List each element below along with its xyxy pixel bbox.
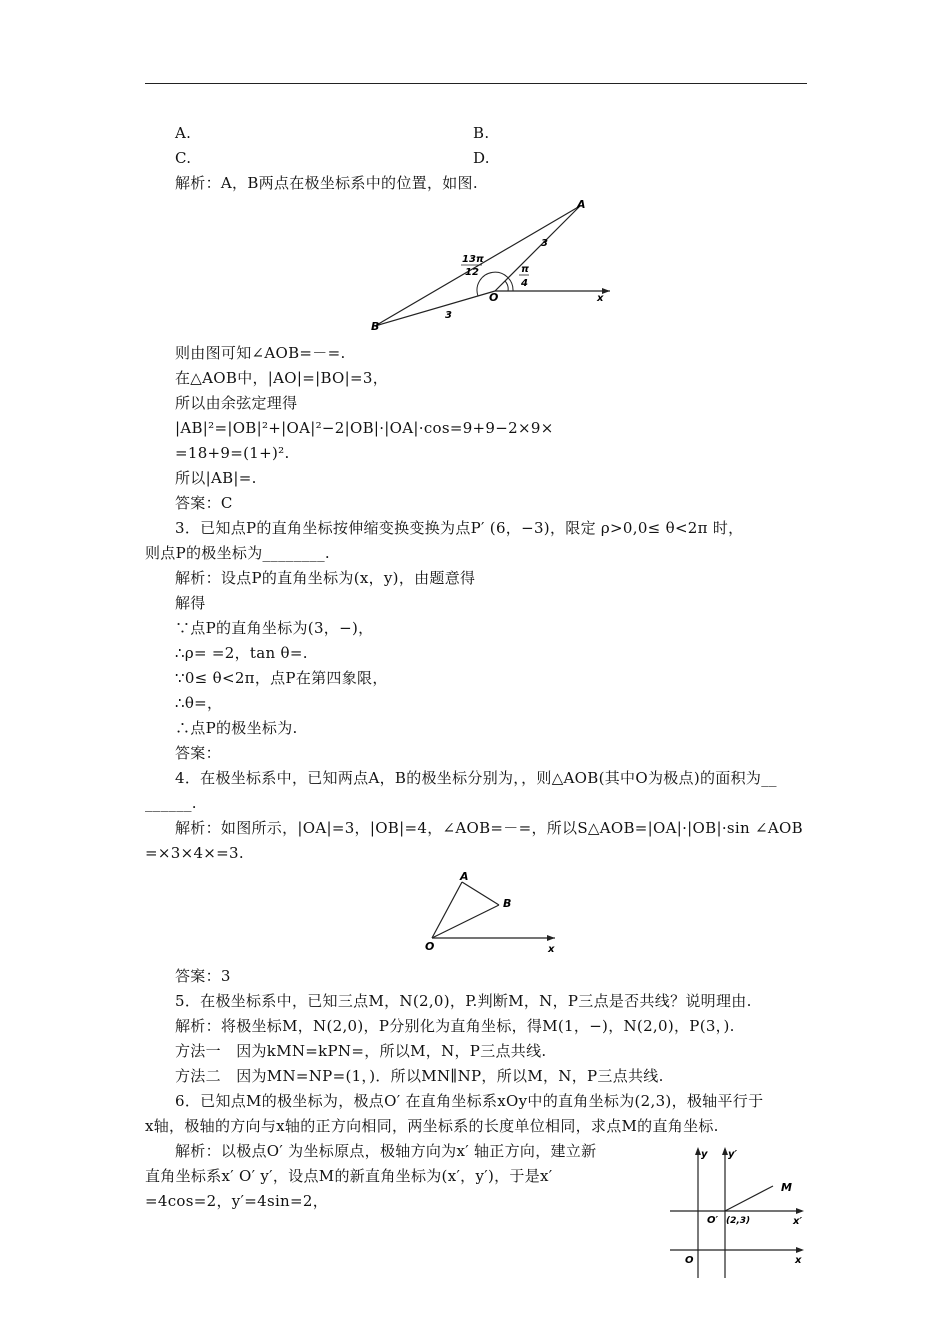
label-a: A <box>460 870 469 883</box>
axis-arrow <box>547 935 555 941</box>
label-point: (2,3) <box>726 1216 751 1226</box>
line-ab <box>462 882 499 905</box>
text-line: 直角坐标系x′ O′ y′，设点M的新直角坐标为(x′，y′)，于是x′ <box>145 1167 553 1185</box>
text-line: =18+9=(1+)². <box>175 444 290 462</box>
question-6: 6．已知点M的极坐标为，极点O′ 在直角坐标系xOy中的直角坐标为(2,3)，极轴平行于 <box>175 1092 764 1110</box>
option-d: D. <box>473 149 490 167</box>
analysis-line: 解析：A，B两点在极坐标系中的位置，如图. <box>175 174 478 192</box>
text-line: ∵0≤ θ<2π，点P在第四象限， <box>175 669 388 687</box>
label-o: O <box>425 940 435 953</box>
answer-line: 答案：3 <box>175 967 231 985</box>
label-a: A <box>577 198 586 211</box>
question-3: 3．已知点P的直角坐标按伸缩变换变换为点P′ (6，−3)，限定 ρ>0,0≤ θ<2π 时， <box>175 519 744 537</box>
label-y-prime: y′ <box>728 1149 738 1160</box>
text-line: 解析：以极点O′ 为坐标原点，极轴方向为x′ 轴正方向，建立新 <box>175 1142 597 1160</box>
pi-over-4-numerator: π <box>521 264 529 275</box>
label-b: B <box>371 320 380 333</box>
label-x-prime: x′ <box>793 1216 803 1227</box>
text-line: =4cos=2，y′=4sin=2， <box>145 1192 329 1210</box>
answer-line: 答案： <box>175 744 221 762</box>
length-oa: 3 <box>541 238 548 249</box>
x-prime-arrow <box>796 1208 804 1214</box>
line-bo <box>375 291 495 326</box>
x-arrow <box>796 1247 804 1253</box>
text-line: ∴点P的极坐标为. <box>175 719 298 737</box>
line-ba <box>375 206 580 326</box>
figure-triangle-aob-polar <box>365 198 625 336</box>
label-x: x <box>597 293 604 304</box>
text-line: =×3×4×=3. <box>145 844 244 862</box>
answer-line: 答案：C <box>175 494 233 512</box>
option-a: A. <box>175 124 192 142</box>
length-ob: 3 <box>445 310 452 321</box>
angle-arc-pi4 <box>505 281 508 291</box>
line-ob <box>432 905 499 938</box>
text-line: 解析：如图所示，|OA|=3，|OB|=4，∠AOB=－=，所以S△AOB=|OA|·|OB|·sin ∠AOB <box>175 819 803 837</box>
line-o-prime-m <box>725 1186 773 1211</box>
label-x: x <box>548 944 555 955</box>
text-line: |AB|²=|OB|²+|OA|²−2|OB|·|OA|·cos=9+9−2×9× <box>175 419 554 437</box>
text-line: ∴θ=， <box>175 694 223 712</box>
angle-label-numerator: 13π <box>462 254 484 265</box>
question-4: 4．在极坐标系中，已知两点A，B的极坐标分别为，，则△AOB(其中O为极点)的面积为__ <box>175 769 777 787</box>
text-line: 则由图可知∠AOB=－=. <box>175 344 346 362</box>
text-line: 在△AOB中，|AO|=|BO|=3， <box>175 369 389 387</box>
text-line: 方法二 因为MN=NP=(1，)．所以MN∥NP，所以M，N，P三点共线. <box>175 1067 664 1085</box>
label-y: y <box>701 1149 708 1160</box>
pi-over-4-denominator: 4 <box>521 278 528 289</box>
question-6-cont: x轴，极轴的方向与x轴的正方向相同，两坐标系的长度单位相同，求点M的直角坐标. <box>145 1117 719 1135</box>
option-b: B. <box>473 124 490 142</box>
header-rule <box>145 83 807 84</box>
label-o-prime: O′ <box>707 1215 719 1226</box>
text-line: ∴ρ= =2，tan θ=. <box>175 644 308 662</box>
label-o: O <box>685 1255 694 1266</box>
question-3-cont: 则点P的极坐标为________. <box>145 544 330 562</box>
text-line: 方法一 因为kMN=kPN=，所以M，N，P三点共线. <box>175 1042 547 1060</box>
angle-label-denominator: 12 <box>465 267 479 278</box>
label-m: M <box>781 1181 792 1194</box>
line-oa <box>432 882 462 938</box>
text-line: ∵点P的直角坐标为(3，−)， <box>175 619 374 637</box>
text-line: 解得 <box>175 594 206 612</box>
option-c: C. <box>175 149 192 167</box>
text-line: 解析：将极坐标M，N(2,0)，P分别化为直角坐标，得M(1，−)，N(2,0)，P(3，). <box>175 1017 735 1035</box>
figure-coordinate-systems <box>665 1143 810 1283</box>
question-5: 5．在极坐标系中，已知三点M，N(2,0)，P.判断M，N，P三点是否共线？说明理由. <box>175 992 752 1010</box>
question-4-cont: ______. <box>145 794 197 812</box>
label-x: x <box>795 1255 802 1266</box>
text-line: 解析：设点P的直角坐标为(x，y)，由题意得 <box>175 569 476 587</box>
label-b: B <box>503 897 512 910</box>
figure-triangle-aob <box>420 868 560 956</box>
text-line: 所以由余弦定理得 <box>175 394 298 412</box>
label-o: O <box>489 291 499 304</box>
text-line: 所以|AB|=. <box>175 469 257 487</box>
